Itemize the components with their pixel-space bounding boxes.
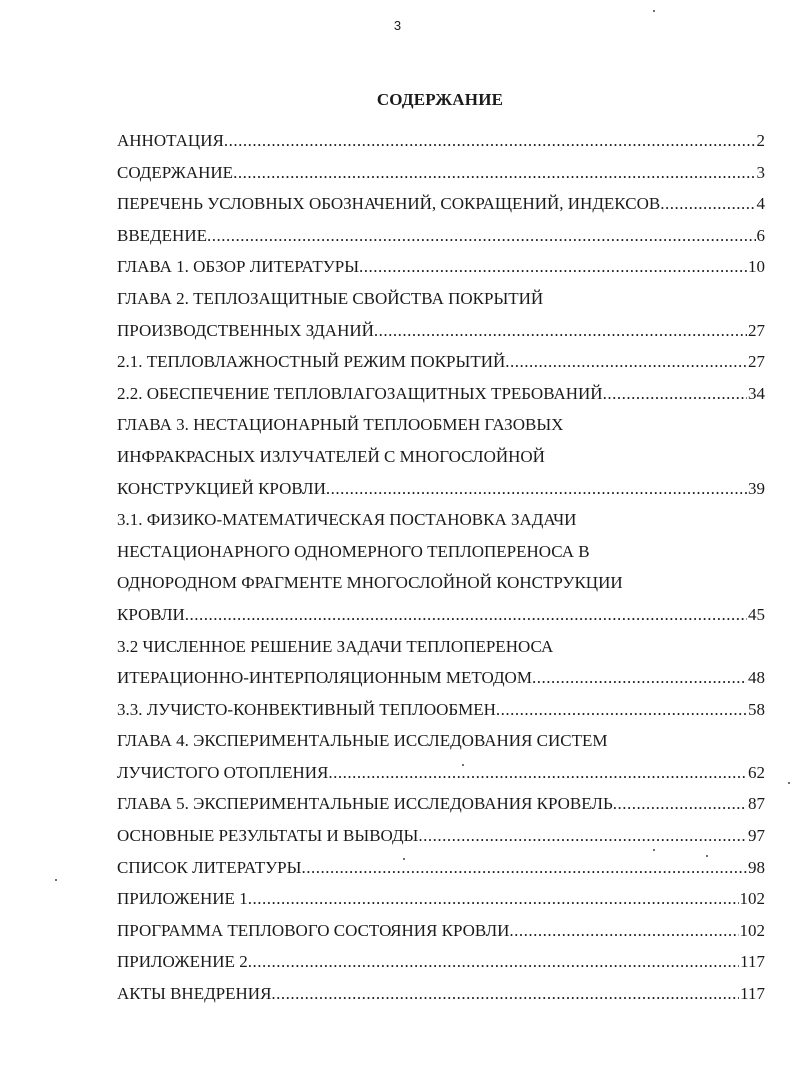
dot-leader <box>509 915 738 947</box>
toc-entry-line <box>117 978 765 1010</box>
toc-entry-title: КРОВЛИ <box>117 604 185 624</box>
scan-speck <box>403 858 405 860</box>
dot-leader <box>248 883 739 915</box>
scan-speck <box>462 764 464 766</box>
toc-entry[interactable] <box>117 820 765 852</box>
toc-entry[interactable] <box>117 251 765 283</box>
toc-page-number: 2 <box>756 131 765 150</box>
scan-speck <box>653 849 655 851</box>
dot-leader <box>271 978 739 1010</box>
toc-entry-line <box>117 409 765 441</box>
toc-entry-title: ЛУЧИСТОГО ОТОПЛЕНИЯ <box>117 762 329 782</box>
toc-entry-line <box>117 883 765 915</box>
toc-entry-line <box>117 251 765 283</box>
dot-leader <box>374 315 747 347</box>
toc-entry-title: 3.1. ФИЗИКО-МАТЕМАТИЧЕСКАЯ ПОСТАНОВКА ЗАДАЧИ <box>117 510 577 530</box>
toc-entry-line <box>117 662 765 694</box>
toc-entry-title: АКТЫ ВНЕДРЕНИЯ <box>117 984 272 1004</box>
dot-leader <box>326 473 747 505</box>
toc-entry-line <box>117 694 765 726</box>
scan-speck <box>653 10 655 12</box>
toc-entry-title: ВВЕДЕНИЕ <box>117 225 207 245</box>
toc-entry-title: ОДНОРОДНОМ ФРАГМЕНТЕ МНОГОСЛОЙНОЙ КОНСТРУКЦИИ <box>117 573 623 593</box>
toc-entry[interactable] <box>117 157 765 189</box>
toc-entry[interactable] <box>117 346 765 378</box>
toc-entry[interactable] <box>117 188 765 220</box>
toc-page-number: 62 <box>748 762 765 782</box>
toc-page-number: 58 <box>748 699 765 719</box>
toc-entry-title: ОСНОВНЫЕ РЕЗУЛЬТАТЫ И ВЫВОДЫ <box>117 826 419 846</box>
toc-page-number: 27 <box>748 352 765 372</box>
toc-page-number: 102 <box>739 889 765 909</box>
page-title: СОДЕРЖАНИЕ <box>376 90 504 109</box>
toc-entry-line <box>117 852 765 884</box>
toc-entry-line <box>117 157 765 189</box>
toc-entry-line <box>117 536 765 568</box>
dot-leader <box>418 820 747 852</box>
toc-entry-line <box>117 346 765 378</box>
toc-entry-line <box>117 125 765 157</box>
toc-page-number: 102 <box>739 920 765 940</box>
toc-entry-title: ГЛАВА 4. ЭКСПЕРИМЕНТАЛЬНЫЕ ИССЛЕДОВАНИЯ СИСТЕМ <box>117 731 608 751</box>
toc-page-number: 87 <box>748 794 765 814</box>
toc-entry[interactable] <box>117 283 765 346</box>
toc-entry-line <box>117 315 765 347</box>
toc-entry[interactable] <box>117 946 765 978</box>
toc-page-number: 4 <box>756 194 765 214</box>
toc-entry-line <box>117 188 765 220</box>
page-number: 3 <box>393 18 402 33</box>
toc-entry-line <box>117 725 765 757</box>
toc-entry-line <box>117 220 765 252</box>
toc-page-number: 48 <box>748 668 765 688</box>
toc-entry-title: ГЛАВА 1. ОБЗОР ЛИТЕРАТУРЫ <box>117 257 360 277</box>
scan-speck <box>55 879 57 881</box>
toc-entry[interactable] <box>117 631 765 694</box>
toc-entry-line <box>117 820 765 852</box>
toc-entry-title: СПИСОК ЛИТЕРАТУРЫ <box>117 857 302 877</box>
toc-entry[interactable] <box>117 978 765 1010</box>
dot-leader <box>301 852 747 884</box>
toc-entry-title: 2.1. ТЕПЛОВЛАЖНОСТНЫЙ РЕЖИМ ПОКРЫТИЙ <box>117 352 506 372</box>
toc-entry-line <box>117 599 765 631</box>
dot-leader <box>248 946 739 978</box>
dot-leader <box>532 662 747 694</box>
toc-entry-title: ГЛАВА 3. НЕСТАЦИОНАРНЫЙ ТЕПЛООБМЕН ГАЗОВЫХ <box>117 415 564 435</box>
toc-page-number: 117 <box>740 952 765 972</box>
toc-entry-title: ПЕРЕЧЕНЬ УСЛОВНЫХ ОБОЗНАЧЕНИЙ, СОКРАЩЕНИЙ, ИНДЕКСОВ <box>117 194 661 214</box>
toc-entry-line <box>117 757 765 789</box>
dot-leader <box>328 757 747 789</box>
toc-entry[interactable] <box>117 409 765 504</box>
table-of-contents <box>117 125 765 1010</box>
toc-entry[interactable] <box>117 788 765 820</box>
toc-entry-title: ПРИЛОЖЕНИЕ 1 <box>117 889 248 909</box>
toc-entry[interactable] <box>117 883 765 915</box>
toc-entry-title: ИТЕРАЦИОННО-ИНТЕРПОЛЯЦИОННЫМ МЕТОДОМ <box>117 668 532 688</box>
toc-entry[interactable] <box>117 694 765 726</box>
toc-entry-line <box>117 441 765 473</box>
toc-entry-line <box>117 946 765 978</box>
toc-entry-title: ПРИЛОЖЕНИЕ 2 <box>117 952 248 972</box>
toc-entry-title: ПРОГРАММА ТЕПЛОВОГО СОСТОЯНИЯ КРОВЛИ <box>117 920 510 940</box>
toc-entry-line <box>117 378 765 410</box>
dot-leader <box>505 346 747 378</box>
toc-entry-title: ГЛАВА 2. ТЕПЛОЗАЩИТНЫЕ СВОЙСТВА ПОКРЫТИЙ <box>117 288 544 308</box>
toc-page-number: 3 <box>756 162 765 182</box>
toc-entry-line <box>117 473 765 505</box>
toc-entry[interactable] <box>117 852 765 884</box>
toc-entry-line <box>117 631 765 663</box>
toc-entry-title: ПРОИЗВОДСТВЕННЫХ ЗДАНИЙ <box>117 320 374 340</box>
toc-entry-title: ИНФРАКРАСНЫХ ИЗЛУЧАТЕЛЕЙ С МНОГОСЛОЙНОЙ <box>117 446 545 466</box>
toc-entry-title: 2.2. ОБЕСПЕЧЕНИЕ ТЕПЛОВЛАГОЗАЩИТНЫХ ТРЕБОВАНИЙ <box>117 383 603 403</box>
toc-entry[interactable] <box>117 125 765 157</box>
toc-entry-line <box>117 915 765 947</box>
toc-page-number: 39 <box>748 478 765 498</box>
toc-entry-line <box>117 504 765 536</box>
toc-entry[interactable] <box>117 220 765 252</box>
toc-entry[interactable] <box>117 378 765 410</box>
scan-speck <box>788 782 790 784</box>
toc-entry[interactable] <box>117 725 765 788</box>
toc-entry-title: ГЛАВА 5. ЭКСПЕРИМЕНТАЛЬНЫЕ ИССЛЕДОВАНИЯ КРОВЕЛЬ <box>117 794 613 814</box>
toc-page-number: 6 <box>756 225 765 245</box>
toc-entry-title: КОНСТРУКЦИЕЙ КРОВЛИ <box>117 478 326 498</box>
dot-leader <box>613 788 747 820</box>
toc-entry[interactable] <box>117 915 765 947</box>
toc-entry-line <box>117 788 765 820</box>
dot-leader <box>603 378 747 410</box>
toc-page-number: 117 <box>740 984 765 1004</box>
dot-leader <box>660 188 755 220</box>
toc-entry-title: 3.3. ЛУЧИСТО-КОНВЕКТИВНЫЙ ТЕПЛООБМЕН <box>117 699 496 719</box>
dot-leader <box>496 694 747 726</box>
toc-entry-line <box>117 283 765 315</box>
dot-leader <box>233 157 755 189</box>
toc-entry-title: НЕСТАЦИОНАРНОГО ОДНОМЕРНОГО ТЕПЛОПЕРЕНОСА В <box>117 541 590 561</box>
toc-page-number: 34 <box>748 383 765 403</box>
toc-page-number: 98 <box>748 857 765 877</box>
dot-leader <box>207 220 756 252</box>
toc-page-number: 10 <box>748 257 765 277</box>
toc-page-number: 97 <box>748 826 765 846</box>
scan-speck <box>706 855 708 857</box>
toc-page-number: 45 <box>748 604 765 624</box>
dot-leader <box>185 599 747 631</box>
toc-entry-title: 3.2 ЧИСЛЕННОЕ РЕШЕНИЕ ЗАДАЧИ ТЕПЛОПЕРЕНОСА <box>117 636 554 656</box>
toc-page-number: 27 <box>748 320 765 340</box>
toc-entry-title: СОДЕРЖАНИЕ <box>117 162 234 182</box>
dot-leader <box>359 251 747 283</box>
toc-entry[interactable] <box>117 504 765 630</box>
dot-leader <box>224 125 756 157</box>
toc-entry-line <box>117 567 765 599</box>
toc-entry-title: АННОТАЦИЯ <box>117 131 224 150</box>
